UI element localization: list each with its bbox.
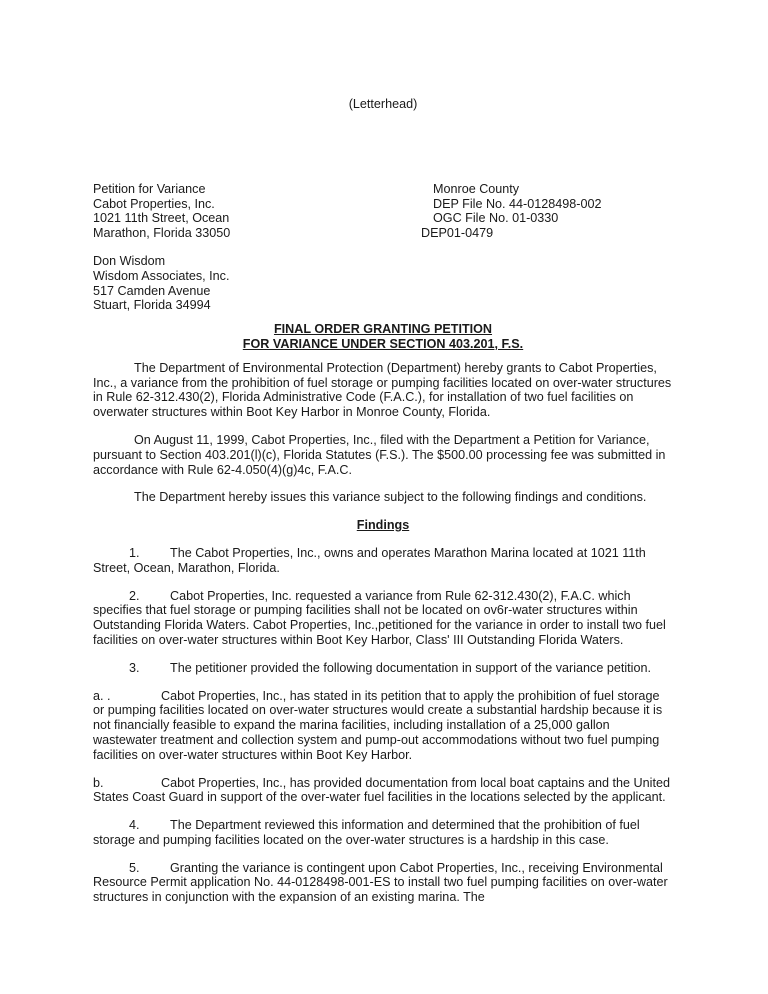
documentation-letter-b: b. xyxy=(93,775,104,790)
county-label: Monroe County xyxy=(433,181,520,196)
finding-item-3 xyxy=(93,661,673,676)
case-header xyxy=(93,182,673,241)
ogc-file-number: OGC File No. 01-0330 xyxy=(433,211,559,226)
finding-item-2 xyxy=(93,589,673,648)
finding-item-4 xyxy=(93,818,673,848)
petitioner-city: Marathon, Florida 33050 xyxy=(93,226,231,241)
documentation-letter-a: a. . xyxy=(93,688,111,703)
documentation-item-b xyxy=(93,776,673,806)
document-title xyxy=(93,322,673,352)
intro-paragraph-issuance: The Department hereby issues this variance subject to the following findings and conditions. xyxy=(134,490,647,505)
petitioner-name: Cabot Properties, Inc. xyxy=(93,196,215,211)
petition-label: Petition for Variance xyxy=(93,181,206,196)
finding-number-3: 3. xyxy=(129,660,140,675)
finding-item-1 xyxy=(93,546,673,576)
finding-text-3: The petitioner provided the following documentation in support of the variance petition. xyxy=(170,660,651,675)
finding-text-2: Cabot Properties, Inc. requested a variance from Rule 62-312.430(2), F.A.C. which specifies that fuel storage or pumping facilities shall not be located on ov6r-water structures within Outstanding Florida Waters. Cabot Properties, Inc.,petitioned for the variance in order to install two fuel facilities on over-water structures within Boot Key Harbor, Class' III Outstanding Florida Waters. xyxy=(93,588,666,647)
title-line-2: FOR VARIANCE UNDER SECTION 403.201, F.S. xyxy=(242,336,524,351)
finding-item-5 xyxy=(93,861,673,905)
finding-text-1: The Cabot Properties, Inc., owns and operates Marathon Marina located at 1021 11th Street, Ocean, Marathon, Florida. xyxy=(93,545,646,575)
findings-heading-text: Findings xyxy=(356,518,410,533)
findings-heading xyxy=(93,518,673,533)
finding-number-2: 2. xyxy=(129,588,140,603)
finding-number-1: 1. xyxy=(129,545,140,560)
finding-number-5: 5. xyxy=(129,860,140,875)
agent-address-block xyxy=(93,254,673,313)
agent-city: Stuart, Florida 34994 xyxy=(93,298,211,313)
finding-text-4: The Department reviewed this information and determined that the prohibition of fuel storage and pumping facilities located on the over-water structures is a hardship in this case. xyxy=(93,818,640,847)
case-numbers-block xyxy=(421,181,602,241)
agent-street: 517 Camden Avenue xyxy=(93,283,211,298)
title-line-1: FINAL ORDER GRANTING PETITION xyxy=(273,322,493,337)
agent-name: Don Wisdom xyxy=(93,253,166,268)
dep-reference-number: DEP01-0479 xyxy=(421,226,494,241)
documentation-item-a xyxy=(93,689,673,763)
letterhead-placeholder: (Letterhead) xyxy=(348,97,418,111)
intro-paragraph-petition-filed: On August 11, 1999, Cabot Properties, Inc., filed with the Department a Petition for Variance, pursuant to Section 403.201(l)(c), Florida Statutes (F.S.). The $500.00 processing fee was submitted in accordance with Rule 62-4.050(4)(g)4c, F.A.C. xyxy=(93,432,666,477)
dep-file-number: DEP File No. 44-0128498-002 xyxy=(433,196,602,211)
finding-text-5: Granting the variance is contingent upon Cabot Properties, Inc., receiving Environmental Resource Permit application No. 44-0128498-001-ES to install two fuel pumping facilities on over-water structures in conjunction with the expansion of an existing marina. The xyxy=(93,860,668,905)
agent-company: Wisdom Associates, Inc. xyxy=(93,268,230,283)
intro-paragraph-grant: The Department of Environmental Protection (Department) hereby grants to Cabot Properties, Inc., a variance from the prohibition of fuel storage or pumping facilities located on over-water structures in Rule 62-312.430(2), Florida Administrative Code (F.A.C.), for installation of two fuel facilities on overwater structures within Boot Key Harbor in Monroe County, Florida. xyxy=(93,360,672,420)
documentation-text-b: Cabot Properties, Inc., has provided documentation from local boat captains and the United States Coast Guard in support of the over-water fuel facilities in the locations selected by the applicant. xyxy=(93,775,670,805)
documentation-text-a: Cabot Properties, Inc., has stated in its petition that to apply the prohibition of fuel storage or pumping facilities located on over-water structures would create a substantial hardship because it is not financially feasible to expand the marina facilities, including installation of a 25,000 gallon wastewater treatment and collection system and pump-out accommodations without two fuel pumping facilities on over-water structures within Boot Key Harbor. xyxy=(93,688,663,762)
petitioner-street: 1021 11th Street, Ocean xyxy=(93,211,230,226)
finding-number-4: 4. xyxy=(129,818,140,833)
